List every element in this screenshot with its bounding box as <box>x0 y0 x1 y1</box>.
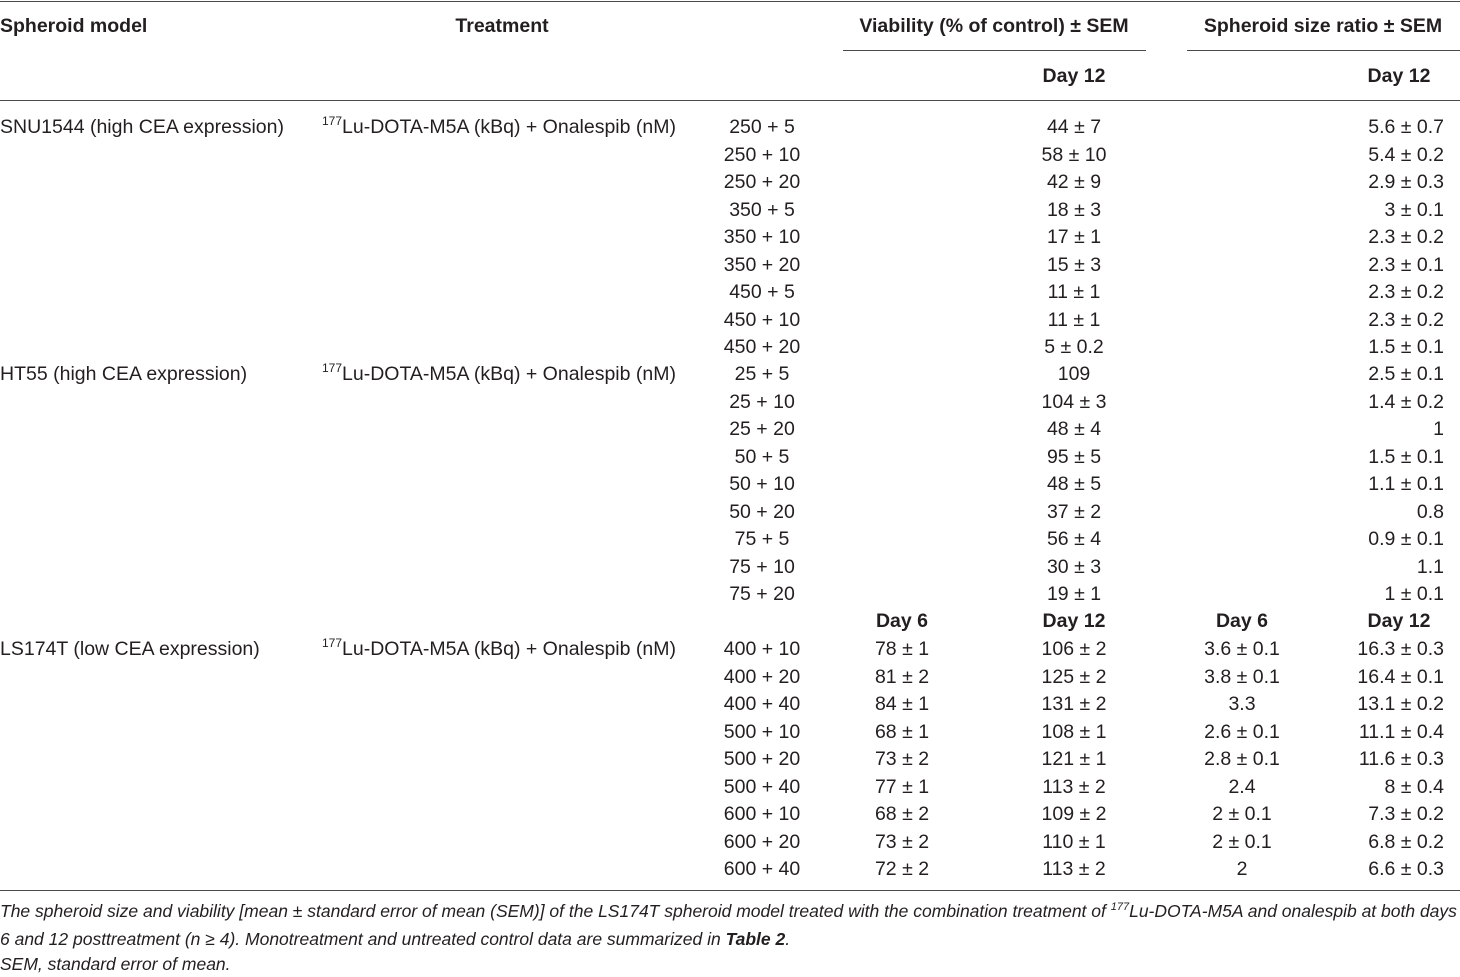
size-day12-cell: 1 <box>1433 418 1444 440</box>
dose-cell: 50 + 20 <box>729 500 795 523</box>
viability-day12-cell: 5 ± 0.2 <box>1044 336 1104 358</box>
size-day12-cell: 1.1 ± 0.1 <box>1368 473 1444 495</box>
dose-cell: 250 + 10 <box>723 143 801 166</box>
size-day12-cell: 0.9 ± 0.1 <box>1368 528 1444 550</box>
viability-day12-cell: 113 ± 2 <box>1042 858 1106 880</box>
size-day6-cell: 3.3 <box>1228 693 1256 715</box>
dose-cell: 50 + 10 <box>729 473 795 495</box>
size-day12-cell: 13.1 ± 0.2 <box>1357 693 1444 715</box>
size-day6-cell: 3.8 ± 0.1 <box>1204 665 1280 688</box>
viability-day12-cell: 19 ± 1 <box>1046 583 1102 605</box>
viability-day12-cell: 18 ± 3 <box>1046 198 1102 221</box>
viability-day12-cell: 113 ± 2 <box>1042 775 1106 798</box>
viability-day12-cell: 110 ± 1 <box>1042 830 1106 853</box>
size-day6-cell: 3.6 ± 0.1 <box>1204 638 1280 660</box>
viability-day12-cell: 131 ± 2 <box>1041 693 1107 715</box>
treatment-label <box>322 114 676 138</box>
viability-day12-cell: 56 ± 4 <box>1046 528 1102 550</box>
column-header-size-ratio: Spheroid size ratio ± SEM <box>1203 15 1443 37</box>
size-day12-cell: 11.6 ± 0.3 <box>1358 748 1444 770</box>
viability-day12-cell: 109 <box>1057 363 1091 385</box>
size-day12-cell: 1.5 ± 0.1 <box>1368 445 1444 468</box>
spheroid-model-label: LS174T (low CEA expression) <box>0 638 260 660</box>
spheroid-model-label: SNU1544 (high CEA expression) <box>0 116 284 138</box>
viability-day12-cell: 37 ± 2 <box>1046 500 1102 523</box>
size-day12-cell: 1 ± 0.1 <box>1384 583 1444 605</box>
viability-day6-cell: 78 ± 1 <box>874 638 930 660</box>
dose-cell: 250 + 20 <box>723 171 801 193</box>
viability-day12-cell: 104 ± 3 <box>1041 390 1107 413</box>
footnote-abbreviation: SEM, standard error of mean. <box>0 954 231 974</box>
viability-day12-cell: 44 ± 7 <box>1046 116 1102 138</box>
viability-day12-cell: 48 ± 4 <box>1046 418 1102 440</box>
table-bottom-rule <box>0 890 1460 891</box>
treatment-text: Lu-DOTA-M5A (kBq) + Onalespib (nM) <box>342 638 676 660</box>
size-day12-cell: 7.3 ± 0.2 <box>1368 803 1444 825</box>
size-day12-cell: 6.8 ± 0.2 <box>1368 830 1444 853</box>
treatment-label <box>322 636 676 660</box>
viability-header-rule <box>843 50 1146 51</box>
subheader-viability-day12-ls: Day 12 <box>1042 610 1106 632</box>
size-day12-cell: 5.6 ± 0.7 <box>1368 116 1444 138</box>
dose-cell: 450 + 10 <box>723 308 801 331</box>
size-day12-cell: 2.3 ± 0.2 <box>1368 226 1444 248</box>
size-day6-cell: 2 ± 0.1 <box>1212 803 1272 825</box>
dose-cell: 25 + 20 <box>729 418 795 440</box>
viability-day6-cell: 81 ± 2 <box>874 665 930 688</box>
size-day6-cell: 2.4 <box>1228 775 1256 798</box>
viability-day12-cell: 11 ± 1 <box>1047 308 1101 331</box>
dose-cell: 450 + 20 <box>723 336 801 358</box>
table-footnote <box>0 899 1460 977</box>
dose-cell: 75 + 20 <box>729 583 795 605</box>
viability-day12-cell: 30 ± 3 <box>1046 555 1102 578</box>
viability-day6-cell: 68 ± 2 <box>874 803 930 825</box>
viability-day12-cell: 108 ± 1 <box>1041 720 1107 743</box>
dose-cell: 400 + 10 <box>723 638 801 660</box>
subheader-size-day6: Day 6 <box>1215 610 1269 632</box>
viability-day12-cell: 42 ± 9 <box>1046 171 1102 193</box>
treatment-text: Lu-DOTA-M5A (kBq) + Onalespib (nM) <box>342 363 676 385</box>
column-header-treatment: Treatment <box>455 15 549 37</box>
viability-day12-cell: 121 ± 1 <box>1041 748 1107 770</box>
size-day12-cell: 1.1 <box>1416 555 1444 578</box>
size-day12-cell: 2.9 ± 0.3 <box>1368 171 1444 193</box>
size-day12-cell: 11.1 ± 0.4 <box>1358 720 1444 743</box>
size-day12-cell: 3 ± 0.1 <box>1384 198 1444 221</box>
viability-day12-cell: 17 ± 1 <box>1046 226 1102 248</box>
dose-cell: 400 + 40 <box>723 693 801 715</box>
dose-cell: 50 + 5 <box>734 445 790 468</box>
footnote-table-reference: Table 2 <box>725 929 786 949</box>
treatment-isotope-superscript: 177 <box>322 636 343 650</box>
treatment-isotope-superscript: 177 <box>322 361 343 375</box>
size-day12-cell: 2.3 ± 0.1 <box>1368 253 1444 276</box>
size-day12-cell: 8 ± 0.4 <box>1384 775 1444 798</box>
dose-cell: 75 + 10 <box>729 555 795 578</box>
size-day12-cell: 1.4 ± 0.2 <box>1368 390 1444 413</box>
viability-day6-cell: 73 ± 2 <box>874 748 930 770</box>
viability-day6-cell: 72 ± 2 <box>874 858 930 880</box>
size-day12-cell: 1.5 ± 0.1 <box>1368 336 1444 358</box>
size-day12-cell: 2.5 ± 0.1 <box>1368 363 1444 385</box>
dose-cell: 350 + 20 <box>723 253 801 276</box>
table-top-rule <box>0 1 1460 2</box>
treatment-text: Lu-DOTA-M5A (kBq) + Onalespib (nM) <box>342 116 676 138</box>
subheader-size-day12-ls: Day 12 <box>1367 610 1431 632</box>
spheroid-model-label: HT55 (high CEA expression) <box>0 363 248 385</box>
dose-cell: 500 + 20 <box>723 748 801 770</box>
size-day12-cell: 0.8 <box>1416 500 1444 523</box>
size-day6-cell: 2.8 ± 0.1 <box>1204 748 1280 770</box>
column-header-viability: Viability (% of control) ± SEM <box>859 15 1129 37</box>
viability-day12-cell: 106 ± 2 <box>1041 638 1107 660</box>
dose-cell: 500 + 10 <box>723 720 801 743</box>
viability-day6-cell: 77 ± 1 <box>874 775 930 798</box>
dose-cell: 25 + 10 <box>729 390 795 413</box>
viability-day12-cell: 95 ± 5 <box>1046 445 1102 468</box>
header-bottom-rule <box>0 100 1460 101</box>
subheader-viability-day12: Day 12 <box>1042 65 1106 87</box>
dose-cell: 600 + 10 <box>723 803 801 825</box>
dose-cell: 600 + 40 <box>723 858 801 880</box>
viability-day12-cell: 109 ± 2 <box>1041 803 1107 825</box>
dose-cell: 400 + 20 <box>723 665 801 688</box>
viability-day12-cell: 58 ± 10 <box>1041 143 1107 166</box>
size-day12-cell: 2.3 ± 0.2 <box>1368 308 1444 331</box>
subheader-viability-day6: Day 6 <box>875 610 929 632</box>
viability-day6-cell: 73 ± 2 <box>874 830 930 853</box>
dose-cell: 500 + 40 <box>723 775 801 798</box>
treatment-label <box>322 361 676 385</box>
size-day12-cell: 2.3 ± 0.2 <box>1368 281 1444 303</box>
dose-cell: 600 + 20 <box>723 830 801 853</box>
size-day12-cell: 16.3 ± 0.3 <box>1357 638 1444 660</box>
viability-day6-cell: 84 ± 1 <box>874 693 930 715</box>
subheader-size-day12: Day 12 <box>1367 65 1431 87</box>
treatment-isotope-superscript: 177 <box>322 114 343 128</box>
footnote-text-1: The spheroid size and viability [mean ± standard error of mean (SEM)] of the LS174T spheroid model treated with the combination treatment of <box>0 901 1111 921</box>
footnote-superscript: 177 <box>1110 901 1130 913</box>
viability-day12-cell: 15 ± 3 <box>1046 253 1102 276</box>
dose-cell: 350 + 5 <box>729 198 795 221</box>
dose-cell: 75 + 5 <box>734 528 790 550</box>
footnote-text-2: Lu-DOTA-M5A and onalespib at both days 6 and 12 posttreatment (n ≥ 4). Monotreatment and untreated control data are summarized in <box>0 901 1457 949</box>
size-day6-cell: 2 ± 0.1 <box>1212 830 1272 853</box>
size-ratio-header-rule <box>1187 50 1460 51</box>
column-header-spheroid-model: Spheroid model <box>0 15 148 37</box>
size-day6-cell: 2 <box>1236 858 1248 880</box>
size-day12-cell: 6.6 ± 0.3 <box>1368 858 1444 880</box>
size-day12-cell: 16.4 ± 0.1 <box>1357 665 1444 688</box>
viability-day12-cell: 48 ± 5 <box>1046 473 1102 495</box>
dose-cell: 450 + 5 <box>729 281 795 303</box>
dose-cell: 25 + 5 <box>734 363 790 385</box>
dose-cell: 250 + 5 <box>729 116 795 138</box>
viability-day12-cell: 11 ± 1 <box>1047 281 1101 303</box>
dose-cell: 350 + 10 <box>723 226 801 248</box>
viability-day6-cell: 68 ± 1 <box>874 720 930 743</box>
footnote-text-3: . <box>785 929 791 949</box>
size-day12-cell: 5.4 ± 0.2 <box>1368 143 1444 166</box>
size-day6-cell: 2.6 ± 0.1 <box>1204 720 1280 743</box>
viability-day12-cell: 125 ± 2 <box>1041 665 1107 688</box>
